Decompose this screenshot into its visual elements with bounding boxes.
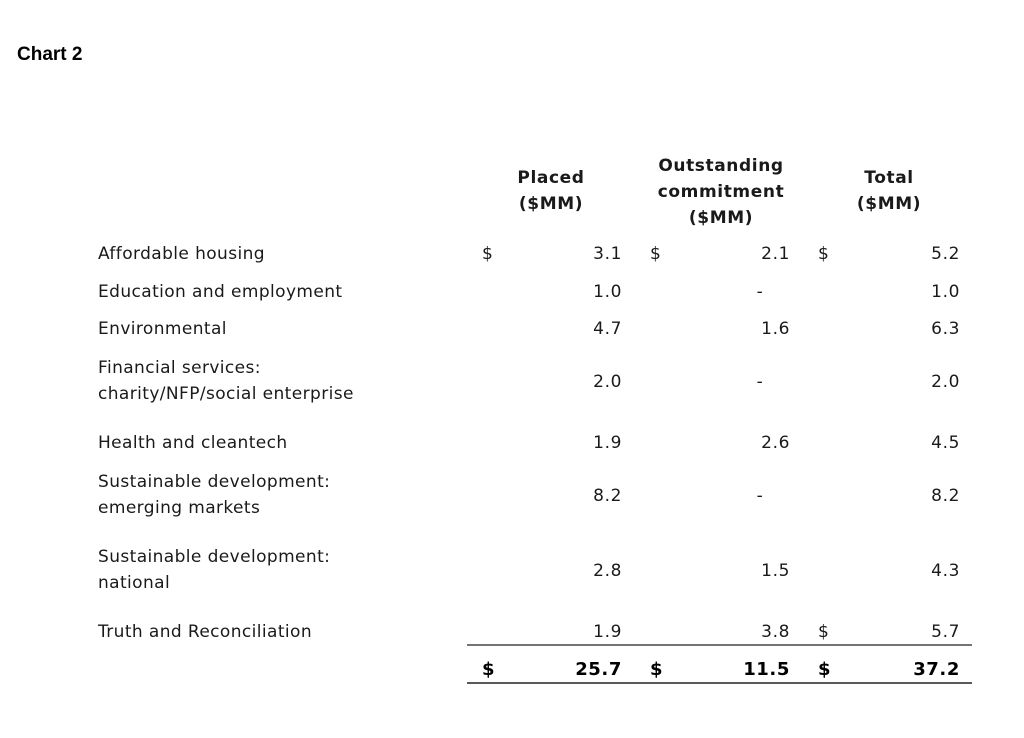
cell-r3-c1: 4.7 [593,319,622,339]
column-header-2-line-3: ($MM) [688,208,754,228]
cell-r7-c2: 1.5 [761,561,790,581]
cell-r2-c1: 1.0 [593,282,622,302]
total-cell-c1: 25.7 [575,659,622,680]
cell-r8-c1: 1.9 [593,622,622,642]
currency-symbol-r1-c3: $ [818,244,829,264]
cell-r1-c3: 5.2 [931,244,960,264]
cell-r7-c1: 2.8 [593,561,622,581]
cell-r6-c1: 8.2 [593,486,622,506]
cell-r4-c2: - [756,372,764,392]
row-label-2: Education and employment [98,282,343,302]
row-label-6-line-1: Sustainable development: [98,472,331,492]
column-header-3-line-2: ($MM) [856,194,922,214]
column-header-1-line-1: Placed [517,168,585,188]
cell-r3-c3: 6.3 [931,319,960,339]
column-header-3-line-1: Total [864,168,914,188]
cell-r2-c3: 1.0 [931,282,960,302]
cell-r7-c3: 4.3 [931,561,960,581]
row-label-1: Affordable housing [98,244,265,264]
cell-r5-c3: 4.5 [931,433,960,453]
column-headers [517,156,921,228]
column-header-2-line-2: commitment [657,182,785,202]
cell-r5-c1: 1.9 [593,433,622,453]
row-label-6-line-2: emerging markets [98,498,261,518]
currency-symbol-r1-c2: $ [650,244,661,264]
row-label-8: Truth and Reconciliation [98,622,313,642]
currency-symbol-r8-c3: $ [818,622,829,642]
cell-r1-c1: 3.1 [593,244,622,264]
cell-r6-c2: - [756,486,764,506]
cell-r8-c2: 3.8 [761,622,790,642]
total-cell-c2: 11.5 [743,659,790,680]
cell-r4-c3: 2.0 [931,372,960,392]
row-label-5: Health and cleantech [98,433,288,453]
chart-title: Chart 2 [17,44,83,65]
total-rules [467,645,972,683]
cell-r5-c2: 2.6 [761,433,790,453]
row-label-4-line-2: charity/NFP/social enterprise [98,384,354,404]
row-label-3: Environmental [98,319,227,339]
row-label-7-line-2: national [98,573,171,593]
cell-r4-c1: 2.0 [593,372,622,392]
cell-r6-c3: 8.2 [931,486,960,506]
cell-r2-c2: - [756,282,764,302]
total-currency-symbol-c2: $ [650,659,663,680]
cell-r3-c2: 1.6 [761,319,790,339]
cell-r8-c3: 5.7 [931,622,960,642]
total-cell-c3: 37.2 [913,659,960,680]
cell-r1-c2: 2.1 [761,244,790,264]
column-header-2-line-1: Outstanding [658,156,784,176]
column-header-1-line-2: ($MM) [518,194,584,214]
table-rows [97,244,960,642]
row-label-7-line-1: Sustainable development: [98,547,331,567]
row-label-4-line-1: Financial services: [98,358,261,378]
total-currency-symbol-c1: $ [482,659,495,680]
totals-row [482,659,960,680]
currency-symbol-r1-c1: $ [482,244,493,264]
total-currency-symbol-c3: $ [818,659,831,680]
